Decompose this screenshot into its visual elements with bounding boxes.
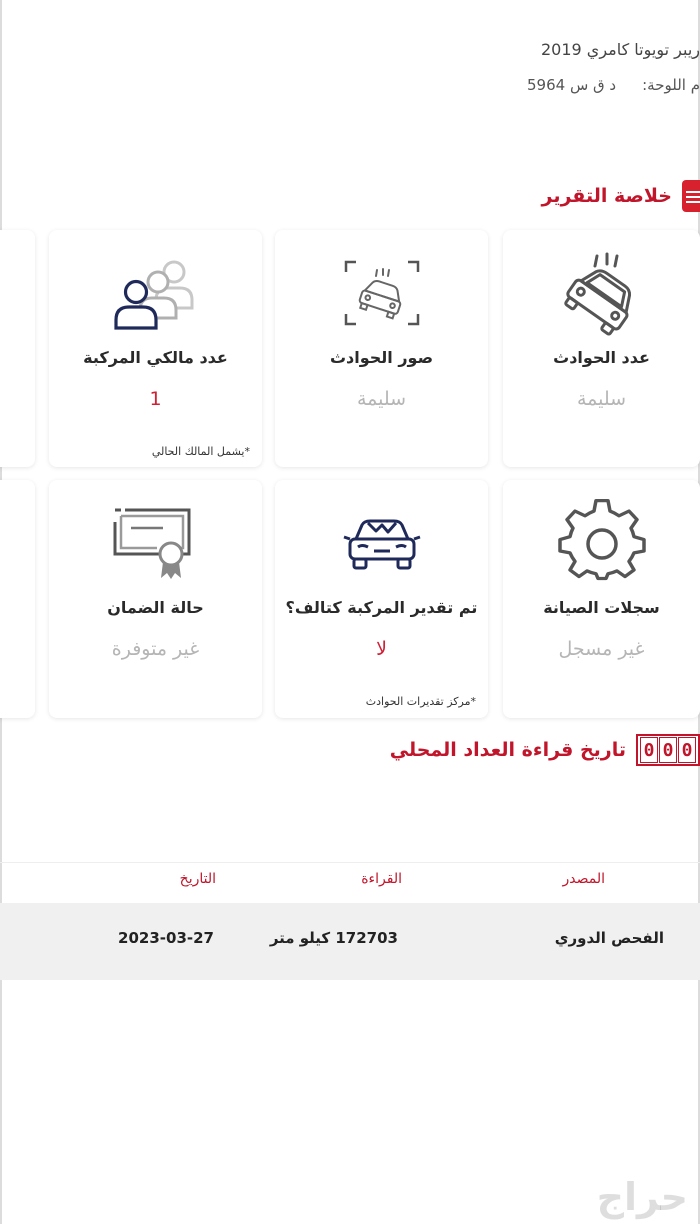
- odometer-icon: [636, 734, 700, 766]
- summary-title: خلاصة التقرير: [541, 185, 672, 207]
- card-value: سليمة: [356, 388, 407, 410]
- card-value: غير متوفرة: [111, 638, 200, 660]
- card-title: عدد الحوادث: [553, 348, 650, 367]
- card-accidents-count[interactable]: [503, 230, 700, 467]
- card-note: *يشمل المالك الحالي: [151, 445, 250, 458]
- table-row: [0, 903, 700, 980]
- card-title: حالة الضمان: [107, 598, 204, 617]
- report-title: ريبر تويوتا كامري 2019: [541, 40, 700, 59]
- gear-icon: [557, 498, 647, 588]
- card-value: لا: [376, 638, 387, 660]
- owners-group-icon: [106, 256, 206, 331]
- card-title: عدد مالكي المركبة: [83, 348, 228, 367]
- odometer-title: تاريخ قراءة العداد المحلي: [389, 739, 626, 761]
- cell-source: الفحص الدوري: [554, 929, 664, 947]
- cell-date: 2023-03-27: [118, 929, 214, 947]
- damaged-car-icon: [342, 513, 422, 573]
- crashed-car-icon: [557, 248, 647, 338]
- card-title: سجلات الصيانة: [543, 598, 660, 617]
- column-header-date: التاريخ: [179, 871, 216, 887]
- column-header-reading: القراءة: [361, 871, 402, 887]
- odometer-heading: [390, 734, 700, 766]
- card-total-loss[interactable]: [275, 480, 488, 718]
- card-value: غير مسجل: [558, 638, 645, 660]
- plate-label: م اللوحة:: [642, 76, 700, 94]
- card-value: 1: [149, 388, 162, 410]
- card-partial-offscreen: [0, 480, 35, 718]
- card-partial-offscreen: [0, 230, 35, 467]
- plate-value: د ق س 5964: [526, 76, 617, 94]
- card-title: صور الحوادث: [329, 348, 434, 367]
- card-warranty[interactable]: [49, 480, 262, 718]
- accident-photo-icon: [342, 258, 422, 328]
- card-owners-count[interactable]: [49, 230, 262, 467]
- card-value: سليمة: [576, 388, 627, 410]
- card-note: *مركز تقديرات الحوادث: [365, 695, 476, 708]
- card-accident-photos[interactable]: [275, 230, 488, 467]
- table-header-divider: [0, 862, 700, 863]
- summary-heading: [542, 180, 700, 212]
- odometer-digit: 0: [659, 737, 677, 763]
- card-maintenance[interactable]: [503, 480, 700, 718]
- odometer-digit: 0: [640, 737, 658, 763]
- plate-row: [527, 76, 700, 94]
- column-header-source: المصدر: [562, 871, 605, 887]
- watermark-logo: حراج: [596, 1175, 688, 1219]
- certificate-icon: [111, 506, 201, 581]
- odometer-digit: 0: [678, 737, 696, 763]
- card-title: تم تقدير المركبة كتالف؟: [285, 598, 478, 617]
- report-icon: [682, 180, 700, 212]
- cell-reading: 172703 كيلو متر: [269, 929, 398, 947]
